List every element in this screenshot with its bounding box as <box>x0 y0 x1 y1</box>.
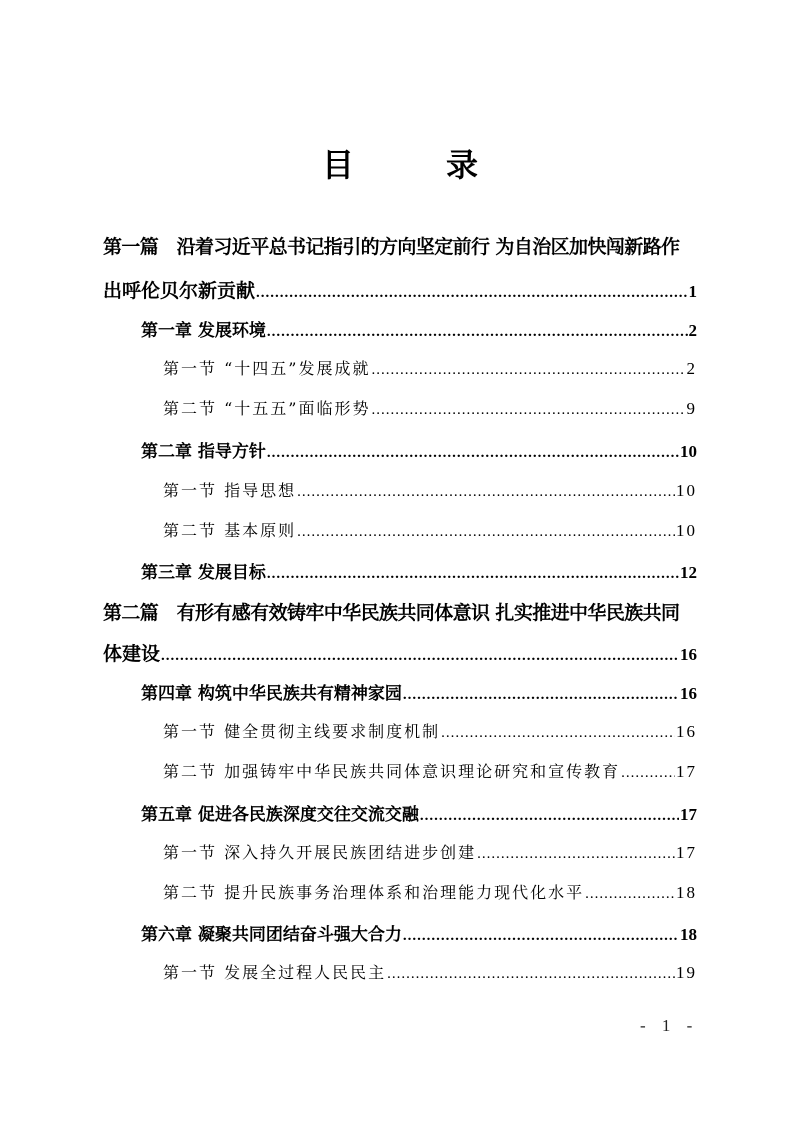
dot-leader <box>256 285 687 302</box>
toc-section-5-1[interactable] <box>163 840 697 863</box>
dot-leader <box>403 687 679 704</box>
page-number: 10 <box>676 481 697 500</box>
page-number: 10 <box>676 521 697 540</box>
page-number: 17 <box>680 805 697 824</box>
toc-part-1-title-line1[interactable]: 第一篇 沿着习近平总书记指引的方向坚定前行 为自治区加快闯新路作 <box>103 236 680 258</box>
dot-leader <box>267 445 679 462</box>
toc-part-2-title-line1[interactable]: 第二篇 有形有感有效铸牢中华民族共同体意识 扎实推进中华民族共同 <box>103 602 680 624</box>
toc-entry-label: 第一节 指导思想 <box>163 481 297 500</box>
page-number: 2 <box>688 321 697 340</box>
page-number: 10 <box>680 442 697 461</box>
toc-section-6-1[interactable] <box>163 960 697 983</box>
page-number: 1 <box>688 282 697 301</box>
page-number: 9 <box>686 399 697 418</box>
toc-entry-label: 第一章 发展环境 <box>141 321 266 341</box>
dot-leader <box>297 524 675 541</box>
dot-leader <box>297 484 675 501</box>
dot-leader <box>477 846 675 863</box>
toc-part-2-title-line2: 体建设 <box>103 643 161 665</box>
toc-chapter-3[interactable] <box>141 558 697 583</box>
toc-chapter-1[interactable] <box>141 316 697 341</box>
dot-leader <box>441 725 675 742</box>
page-number: 18 <box>676 883 697 902</box>
toc-entry-label: 第二节 基本原则 <box>163 521 297 540</box>
toc-entry-label: 第二节 “十五五”面临形势 <box>163 399 371 418</box>
dot-leader <box>371 402 685 419</box>
page-number: 19 <box>676 963 697 982</box>
toc-part-1-title-line2: 出呼伦贝尔新贡献 <box>103 280 256 302</box>
toc-entry-label: 第三章 发展目标 <box>141 563 266 583</box>
toc-chapter-4[interactable] <box>141 679 697 704</box>
page-number: 17 <box>676 762 697 781</box>
toc-section-2-2[interactable] <box>163 518 697 541</box>
page-footer-number: - 1 - <box>640 1016 699 1035</box>
toc-entry-label: 第一节 发展全过程人民民主 <box>163 963 387 982</box>
page-number: 16 <box>680 645 697 664</box>
dot-leader <box>267 324 688 341</box>
dot-leader <box>420 808 679 825</box>
page-number: 16 <box>680 684 697 703</box>
page-number: 12 <box>680 563 697 582</box>
dot-leader <box>267 566 679 583</box>
dot-leader <box>585 886 675 903</box>
toc-section-1-2[interactable] <box>163 396 697 419</box>
toc-entry-label: 第一节 深入持久开展民族团结进步创建 <box>163 843 477 862</box>
toc-part-2-entry[interactable] <box>103 639 697 666</box>
page-number: 2 <box>686 359 697 378</box>
dot-leader <box>621 765 675 782</box>
dot-leader <box>403 928 679 945</box>
toc-section-1-1[interactable] <box>163 356 697 379</box>
page-number: 18 <box>680 925 697 944</box>
toc-chapter-5[interactable] <box>141 800 697 825</box>
toc-entry-label: 第一节 “十四五”发展成就 <box>163 359 371 378</box>
toc-section-2-1[interactable] <box>163 478 697 501</box>
dot-leader <box>161 648 679 665</box>
toc-chapter-6[interactable] <box>141 920 697 945</box>
toc-entry-label: 第六章 凝聚共同团结奋斗强大合力 <box>141 925 402 945</box>
toc-title: 目 录 <box>321 146 508 184</box>
toc-section-4-2[interactable] <box>163 759 697 782</box>
toc-section-4-1[interactable] <box>163 719 697 742</box>
toc-entry-label: 第一节 健全贯彻主线要求制度机制 <box>163 722 441 741</box>
dot-leader <box>387 966 675 983</box>
page-number: 16 <box>676 722 697 741</box>
toc-entry-label: 第二章 指导方针 <box>141 442 266 462</box>
toc-chapter-2[interactable] <box>141 437 697 462</box>
toc-entry-label: 第五章 促进各民族深度交往交流交融 <box>141 805 419 825</box>
toc-section-5-2[interactable] <box>163 880 697 903</box>
toc-entry-label: 第四章 构筑中华民族共有精神家园 <box>141 684 402 704</box>
dot-leader <box>371 362 685 379</box>
toc-part-1-entry[interactable] <box>103 276 697 303</box>
toc-entry-label: 第二节 加强铸牢中华民族共同体意识理论研究和宣传教育 <box>163 762 621 781</box>
toc-entry-label: 第二节 提升民族事务治理体系和治理能力现代化水平 <box>163 883 585 902</box>
page-number: 17 <box>676 843 697 862</box>
